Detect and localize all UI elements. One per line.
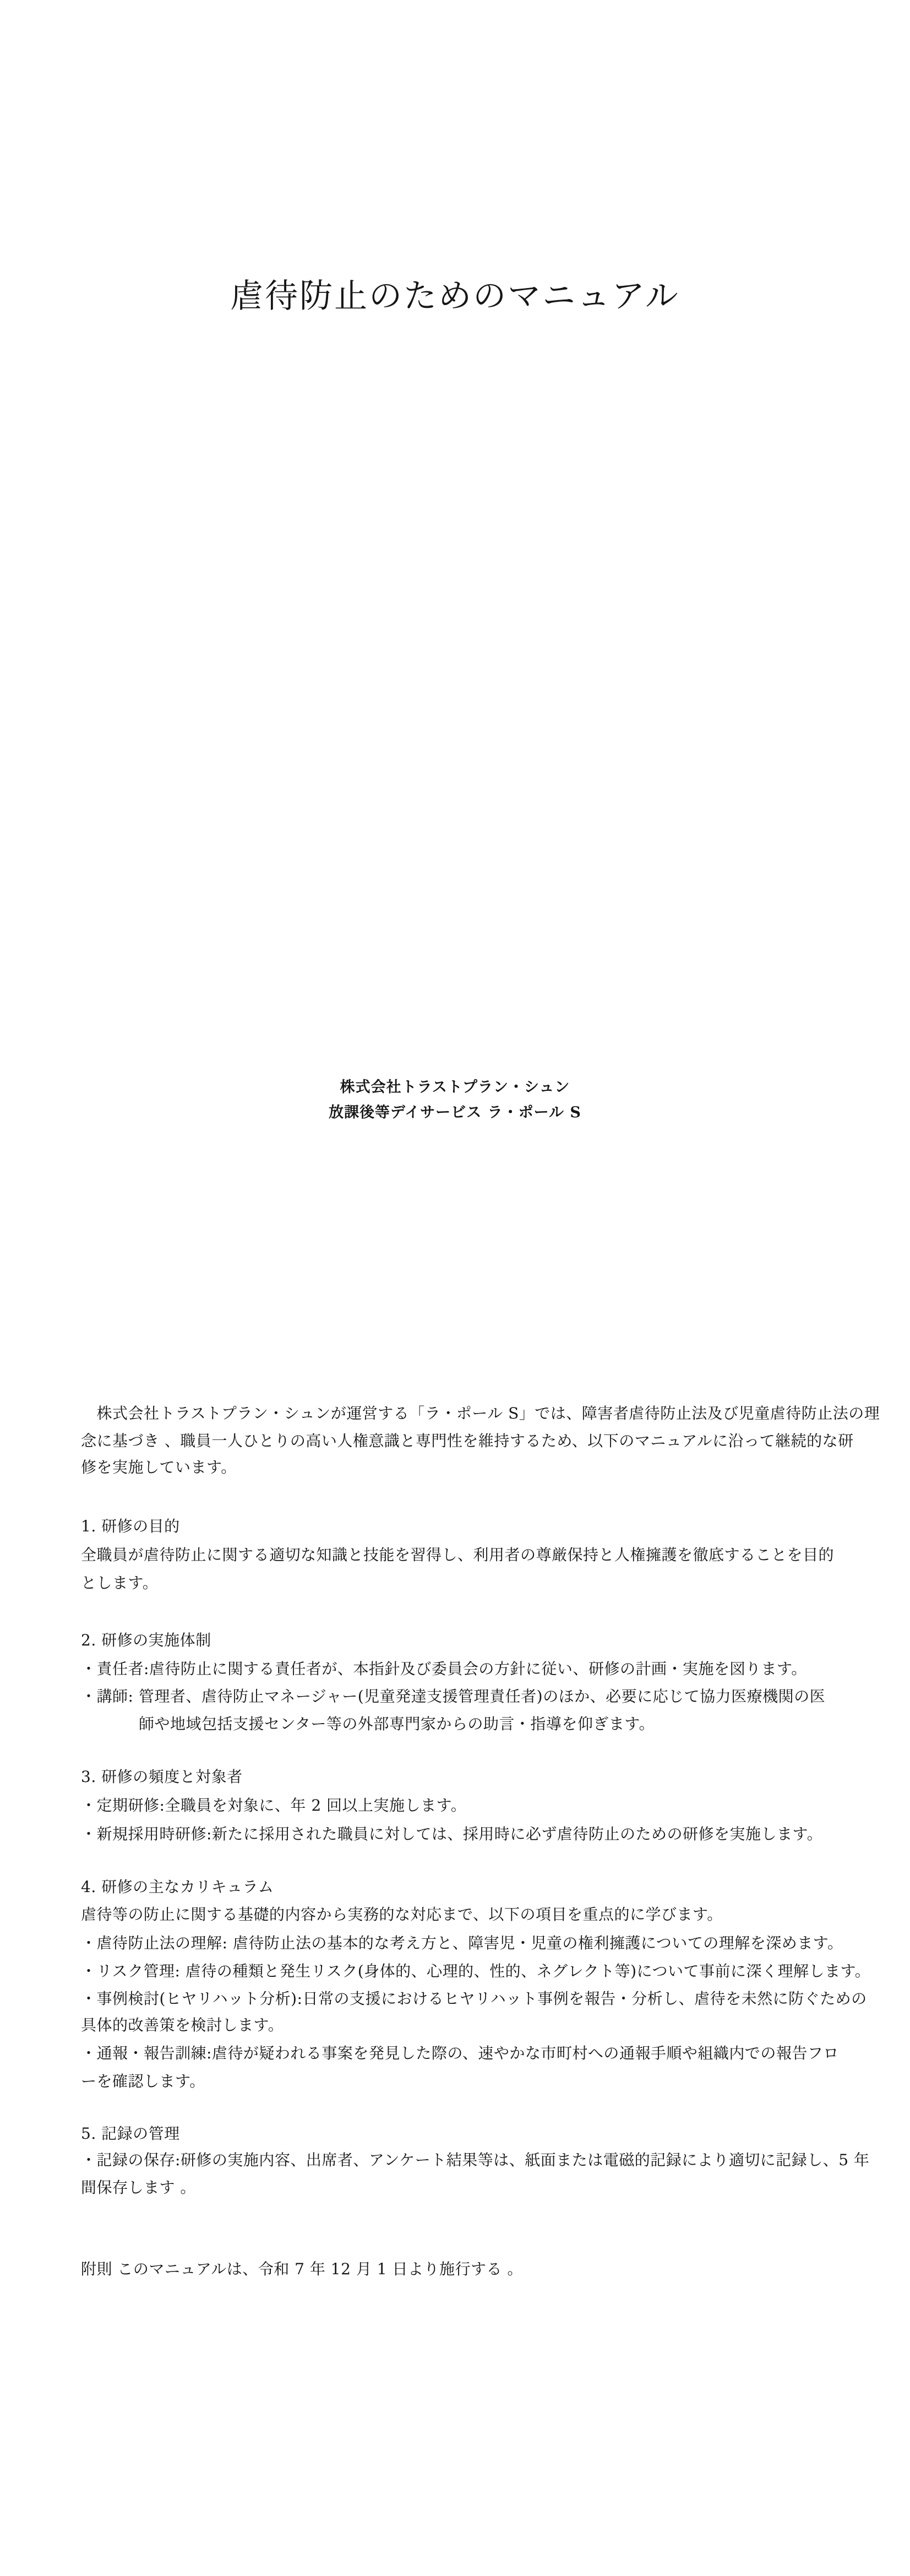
section-heading-3: 3. 研修の頻度と対象者 (81, 1768, 243, 1786)
section-4-bullet: ・事例検討(ヒヤリハット分析):日常の支援におけるヒヤリハット事例を報告・分析し、虐待を未然に防ぐための (81, 1990, 867, 2008)
document-title: 虐待防止のためのマニュアル (230, 277, 680, 316)
section-3-bullet: ・新規採用時研修:新たに採用された職員に対しては、採用時に必ず虐待防止のための研修を実施します。 (81, 1825, 823, 1843)
section-4-continuation: ーを確認します。 (81, 2072, 205, 2090)
section-heading-2: 2. 研修の実施体制 (81, 1631, 211, 1649)
section-1-line: 全職員が虐待防止に関する適切な知識と技能を習得し、利用者の尊厳保持と人権擁護を徹底することを目的 (81, 1546, 835, 1564)
organization-service: 放課後等デイサービス ラ・ポール S (329, 1104, 581, 1121)
section-heading-5: 5. 記録の管理 (81, 2124, 180, 2143)
section-5-bullet: ・記録の保存:研修の実施内容、出席者、アンケート結果等は、紙面または電磁的記録により適切に記録し、5 年 (81, 2151, 870, 2169)
intro-line: 株式会社トラストプラン・シュンが運営する「ラ・ポール S」では、障害者虐待防止法及び児童虐待防止法の理 (81, 1404, 880, 1422)
section-heading-4: 4. 研修の主なカリキュラム (81, 1878, 274, 1896)
section-4-bullet: ・虐待防止法の理解: 虐待防止法の基本的な考え方と、障害児・児童の権利擁護についての理解を深めます。 (81, 1934, 843, 1952)
section-3-bullet: ・定期研修:全職員を対象に、年 2 回以上実施します。 (81, 1796, 467, 1814)
section-2-bullet: ・講師: 管理者、虐待防止マネージャー(児童発達支援管理責任者)のほか、必要に応じて協力医療機関の医 (81, 1687, 826, 1705)
section-2-continuation: 師や地域包括支援センター等の外部専門家からの助言・指導を仰ぎます。 (139, 1715, 655, 1733)
section-1-line: とします。 (81, 1574, 159, 1592)
organization-company: 株式会社トラストプラン・シュン (340, 1079, 570, 1096)
section-4-continuation: 具体的改善策を検討します。 (81, 2016, 284, 2034)
intro-line: 修を実施しています。 (81, 1458, 237, 1476)
section-4-line: 虐待等の防止に関する基礎的内容から実務的な対応まで、以下の項目を重点的に学びます。 (81, 1905, 723, 1923)
organization-block (0, 1075, 910, 1126)
section-2-bullet: ・責任者:虐待防止に関する責任者が、本指針及び委員会の方針に従い、研修の計画・実施を図ります。 (81, 1660, 807, 1678)
intro-line: 念に基づき 、職員一人ひとりの高い人権意識と専門性を維持するため、以下のマニュアルに沿って継続的な研 (81, 1432, 854, 1450)
section-4-bullet: ・通報・報告訓練:虐待が疑われる事案を発見した際の、速やかな市町村への通報手順や組織内での報告フロ (81, 2044, 839, 2062)
section-heading-1: 1. 研修の目的 (81, 1517, 180, 1535)
section-4-bullet: ・リスク管理: 虐待の種類と発生リスク(身体的、心理的、性的、ネグレクト等)について事前に深く理解します。 (81, 1962, 871, 1980)
appendix-line: 附則 このマニュアルは、令和 7 年 12 月 1 日より施行する 。 (81, 2260, 523, 2278)
section-5-continuation: 間保存します 。 (81, 2178, 196, 2197)
